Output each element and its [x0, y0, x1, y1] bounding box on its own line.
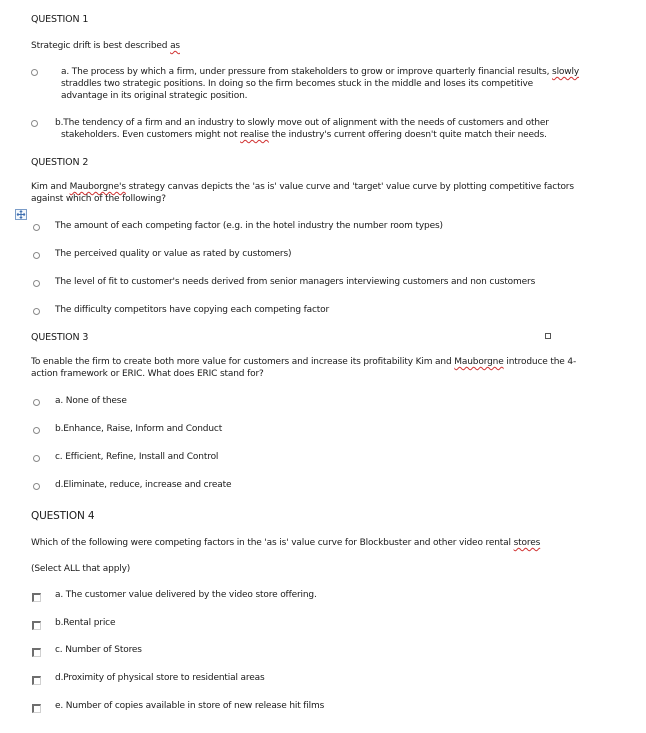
q3-option-a-radio[interactable] — [33, 399, 40, 406]
q4-option-b-text: b.Rental price — [55, 618, 116, 628]
q4-option-a-text: a. The customer value delivered by the video store offering. — [55, 590, 317, 600]
q2-option-3-text: The level of fit to customer's needs derived from senior managers interviewing customers and non customers — [55, 277, 536, 287]
q4-option-e-checkbox[interactable] — [32, 704, 41, 713]
q3-option-d-radio[interactable] — [33, 483, 40, 490]
q2-option-1-text: The amount of each competing factor (e.g. in the hotel industry the number room types) — [55, 221, 443, 231]
q2-option-3-radio[interactable] — [33, 280, 40, 287]
q3-option-c-text: c. Efficient, Refine, Install and Control — [55, 452, 219, 462]
q1-option-a-radio[interactable] — [31, 69, 38, 76]
q3-option-b-radio[interactable] — [33, 427, 40, 434]
q1-option-b-radio[interactable] — [31, 120, 38, 127]
q3-option-a-text: a. None of these — [55, 396, 127, 406]
q4-heading: QUESTION 4 — [31, 510, 95, 522]
q4-option-c-checkbox[interactable] — [32, 648, 41, 657]
q2-option-1-radio[interactable] — [33, 224, 40, 231]
q3-option-c-radio[interactable] — [33, 455, 40, 462]
q4-option-c-text: c. Number of Stores — [55, 645, 142, 655]
q4-option-d-checkbox[interactable] — [32, 676, 41, 685]
q1-option-b-line1: b.The tendency of a firm and an industry to slowly move out of alignment with the needs of customers and other — [55, 118, 549, 128]
move-handle-icon[interactable] — [15, 209, 27, 220]
q1-option-a-line3: advantage in its original strategic position. — [61, 91, 248, 101]
q4-option-e-text: e. Number of copies available in store of new release hit films — [55, 701, 325, 711]
q2-option-4-text: The difficulty competitors have copying each competing factor — [55, 305, 330, 315]
q4-option-a-checkbox[interactable] — [32, 593, 41, 602]
q2-option-2-text: The perceived quality or value as rated by customers) — [55, 249, 292, 259]
q2-prompt-line1: Kim and Mauborgne's strategy canvas depicts the 'as is' value curve and 'target' value curve by plotting competitive factors — [31, 182, 574, 192]
q3-heading: QUESTION 3 — [31, 332, 89, 343]
q4-option-b-checkbox[interactable] — [32, 621, 41, 630]
q2-option-2-radio[interactable] — [33, 252, 40, 259]
q1-option-a-line1: a. The process by which a firm, under pressure from stakeholders to grow or improve quarterly financial results, slowly — [61, 67, 580, 77]
q3-option-b-text: b.Enhance, Raise, Inform and Conduct — [55, 424, 223, 434]
q3-prompt-line1: To enable the firm to create both more value for customers and increase its profitability Kim and Mauborgne introduce the 4- — [31, 357, 577, 367]
q2-heading: QUESTION 2 — [31, 157, 89, 168]
q1-option-b-line2: stakeholders. Even customers might not realise the industry's current offering doesn't quite match their needs. — [61, 130, 547, 140]
q1-option-a-line2: straddles two strategic positions. In doing so the firm becomes stuck in the middle and loses its competitive — [61, 79, 534, 89]
q4-option-d-text: d.Proximity of physical store to residential areas — [55, 673, 265, 683]
q1-heading: QUESTION 1 — [31, 14, 89, 25]
q3-prompt-line2: action framework or ERIC. What does ERIC stand for? — [31, 369, 264, 379]
q4-prompt: Which of the following were competing factors in the 'as is' value curve for Blockbuster and other video rental stores — [31, 538, 541, 548]
q3-option-d-text: d.Eliminate, reduce, increase and create — [55, 480, 232, 490]
table-resize-handle[interactable] — [545, 333, 551, 339]
q2-option-4-radio[interactable] — [33, 308, 40, 315]
q4-instruction: (Select ALL that apply) — [31, 564, 131, 574]
q1-prompt: Strategic drift is best described as — [31, 41, 180, 51]
q2-prompt-line2: against which of the following? — [31, 194, 166, 204]
